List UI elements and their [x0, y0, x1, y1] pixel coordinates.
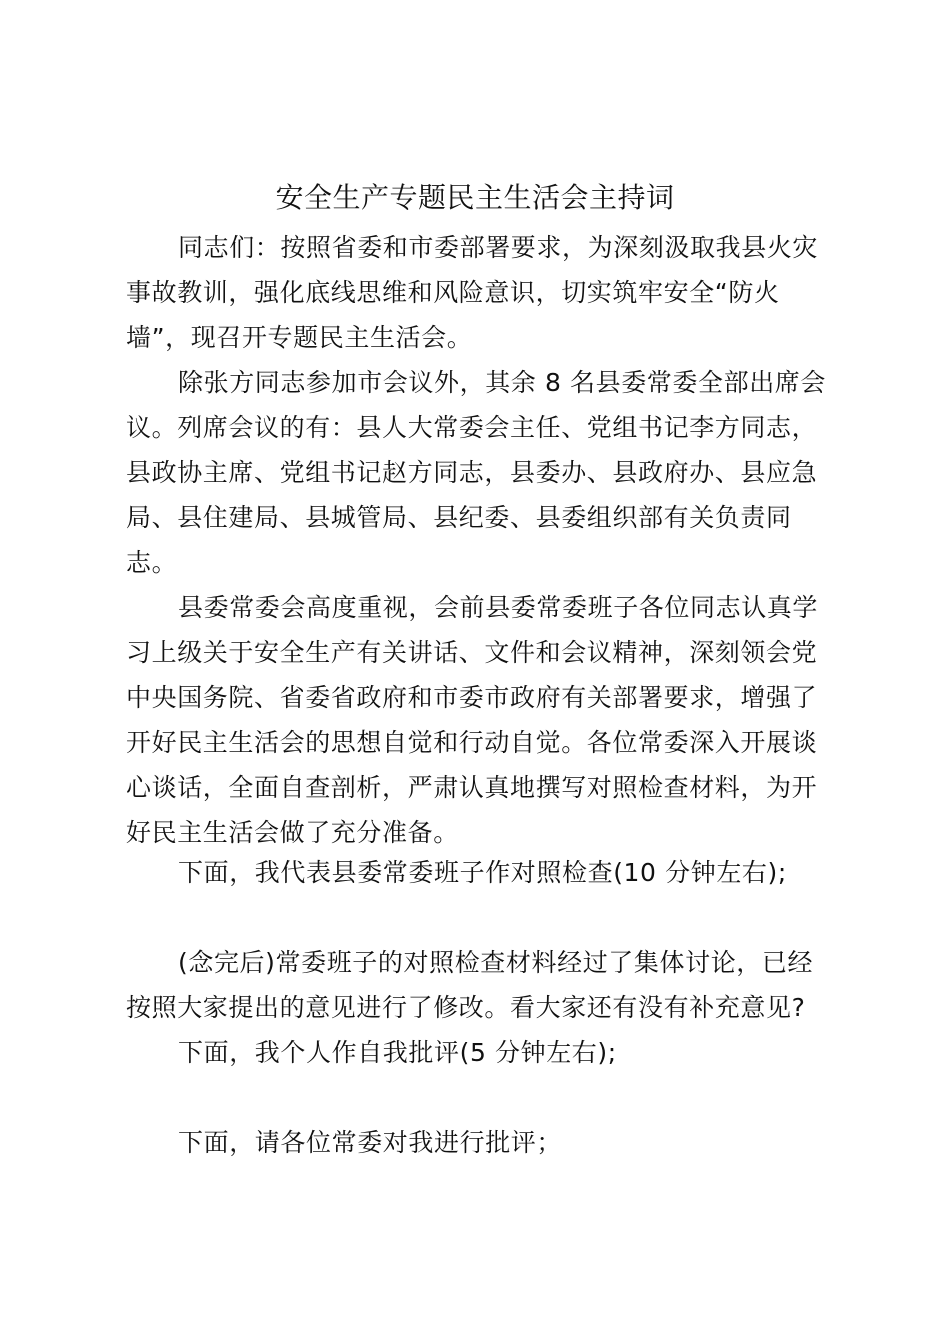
page-title: 安全生产专题民主生活会主持词 [275, 181, 675, 214]
paragraph-preparation: 县委常委会高度重视，会前县委常委班子各位同志认真学习上级关于安全生产有关讲话、文件和会议精神，深刻领会党中央国务院、省委省政府和市委市政府有关部署要求，增强了开好民主生活会的思想自觉和行动自觉。各位常委深入开展谈心谈话，全面自查剖析，严肃认真地撰写对照检查材料，为开好民主生活会做了充分准备。 [126, 593, 819, 847]
paragraph-opening: 同志们：按照省委和市委部署要求，为深刻汲取我县火灾事故教训，强化底线思维和风险意识，切实筑牢安全“防火墙”，现召开专题民主生活会。 [126, 233, 819, 352]
paragraph-attendance: 除张方同志参加市会议外，其余 8 名县委常委全部出席会议。列席会议的有：县人大常委会主任、党组书记李方同志，县政协主席、党组书记赵方同志，县委办、县政府办、县应急局、县住建局、县城管局、县纪委、县委组织部有关负责同志。 [126, 368, 827, 577]
paragraph-after-reading: (念完后)常委班子的对照检查材料经过了集体讨论，已经按照大家提出的意见进行了修改。看大家还有没有补充意见? [126, 948, 814, 1022]
paragraph-team-review: 下面，我代表县委常委班子作对照检查(10 分钟左右); [178, 858, 787, 887]
paragraph-criticism-request: 下面，请各位常委对我进行批评； [178, 1128, 563, 1157]
paragraph-self-criticism: 下面，我个人作自我批评(5 分钟左右); [178, 1038, 617, 1067]
